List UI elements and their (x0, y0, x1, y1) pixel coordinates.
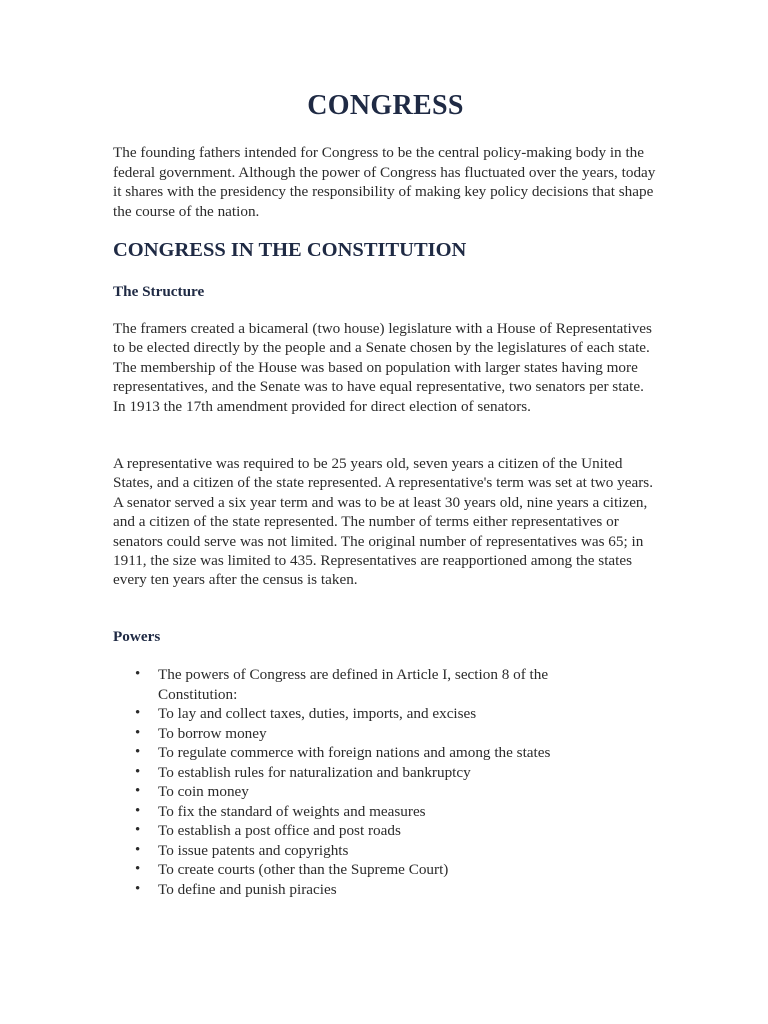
list-item: • To issue patents and copyrights (158, 841, 658, 861)
list-item: • The powers of Congress are defined in Article I, section 8 of the Constitution: (158, 665, 658, 704)
page-title: CONGRESS (307, 90, 464, 121)
list-item: • To lay and collect taxes, duties, imports, and excises (158, 704, 658, 724)
list-item: • To regulate commerce with foreign nations and among the states (158, 743, 658, 763)
structure-paragraph-1: The framers created a bicameral (two house) legislature with a House of Representatives to be elected directly by the people and a Senate chosen by the legislatures of each state. The membership of the House was based on population with larger states having more representatives, and the Senate was to have equal representative, two senators per state. In 1913 the 17th amendment provided for direct election of senators. (113, 320, 652, 415)
powers-list (113, 665, 658, 899)
structure-heading: The Structure (113, 283, 205, 300)
intro-paragraph: The founding fathers intended for Congress to be the central policy-making body in the federal government. Although the power of Congress has fluctuated over the years, today it shares with the presidency the responsibility of making key policy decisions that shape the course of the nation. (113, 144, 656, 220)
list-item: • To coin money (158, 782, 658, 802)
powers-heading: Powers (113, 628, 161, 645)
list-item: • To establish a post office and post roads (158, 821, 658, 841)
list-item: • To define and punish piracies (158, 880, 658, 900)
structure-paragraph-2: A representative was required to be 25 years old, seven years a citizen of the United States, and a citizen of the state represented. A representative's term was set at two years. A senator served a six year term and was to be at least 30 years old, nine years a citizen, and a citizen of the state represented. The number of terms either representatives or senators could serve was not limited. The original number of representatives was 65; in 1911, the size was limited to 435. Representatives are reapportioned among the states every ten years after the census is taken. (113, 455, 654, 589)
list-item: • To fix the standard of weights and measures (158, 802, 658, 822)
list-item: • To borrow money (158, 724, 658, 744)
section-heading: CONGRESS IN THE CONSTITUTION (113, 239, 467, 261)
list-item: • To create courts (other than the Supreme Court) (158, 860, 658, 880)
list-item: • To establish rules for naturalization and bankruptcy (158, 763, 658, 783)
